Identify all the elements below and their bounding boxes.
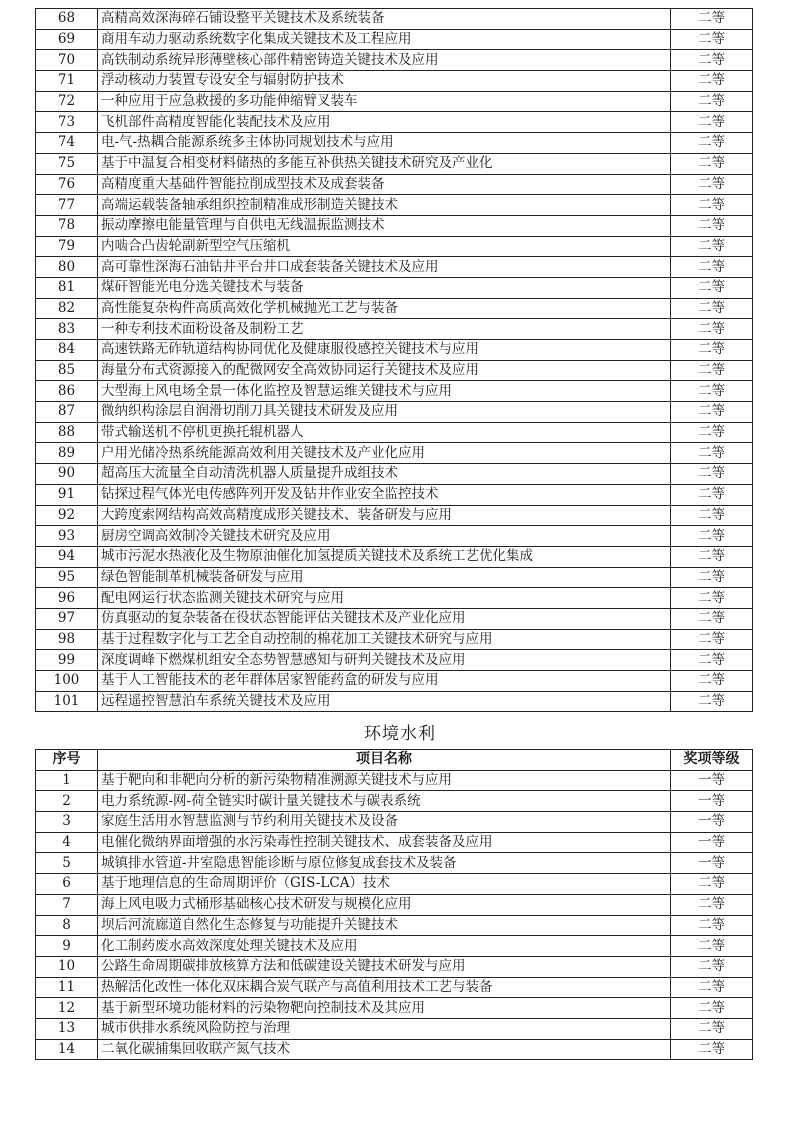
table-row <box>36 29 753 50</box>
row-project-name: 热解活化改性一体化双床耦合炭气联产与高值利用技术工艺与装备 <box>98 977 671 998</box>
row-number: 72 <box>36 91 98 112</box>
environment-water-table <box>35 749 753 1060</box>
row-award-grade: 二等 <box>671 588 753 609</box>
row-award-grade: 二等 <box>671 422 753 443</box>
row-project-name: 一种应用于应急救援的多功能伸缩臂叉装车 <box>98 91 671 112</box>
row-number: 97 <box>36 608 98 629</box>
table-row <box>36 195 753 216</box>
table-row <box>36 484 753 505</box>
table-row <box>36 381 753 402</box>
row-project-name: 超高压大流量全自动清洗机器人质量提升成组技术 <box>98 464 671 485</box>
table-row <box>36 277 753 298</box>
table-row <box>36 977 753 998</box>
row-project-name: 钻探过程气体光电传感阵列开发及钻井作业安全监控技术 <box>98 484 671 505</box>
table-row <box>36 629 753 650</box>
table-row <box>36 608 753 629</box>
table-row <box>36 133 753 154</box>
row-award-grade: 二等 <box>671 998 753 1019</box>
row-project-name: 基于人工智能技术的老年群体居家智能药盒的研发与应用 <box>98 671 671 692</box>
row-number: 91 <box>36 484 98 505</box>
row-number: 75 <box>36 153 98 174</box>
row-number: 7 <box>36 894 98 915</box>
row-award-grade: 二等 <box>671 298 753 319</box>
row-number: 94 <box>36 546 98 567</box>
row-project-name: 高铁制动系统异形薄壁核心部件精密铸造关键技术及应用 <box>98 50 671 71</box>
header-project-name: 项目名称 <box>98 750 671 771</box>
row-project-name: 基于新型环境功能材料的污染物靶向控制技术及其应用 <box>98 998 671 1019</box>
row-project-name: 远程遥控智慧泊车系统关键技术及应用 <box>98 691 671 712</box>
row-number: 92 <box>36 505 98 526</box>
row-number: 85 <box>36 360 98 381</box>
row-project-name: 城市供排水系统风险防控与治理 <box>98 1018 671 1039</box>
row-project-name: 基于靶向和非靶向分析的新污染物精准溯源关键技术与应用 <box>98 770 671 791</box>
row-number: 89 <box>36 443 98 464</box>
row-number: 2 <box>36 791 98 812</box>
row-project-name: 煤矸智能光电分选关键技术与装备 <box>98 277 671 298</box>
row-number: 4 <box>36 832 98 853</box>
row-project-name: 绿色智能制革机械装备研发与应用 <box>98 567 671 588</box>
row-number: 6 <box>36 874 98 895</box>
row-award-grade: 二等 <box>671 360 753 381</box>
row-project-name: 化工制药废水高效深度处理关键技术及应用 <box>98 936 671 957</box>
table-row <box>36 71 753 92</box>
row-award-grade: 一等 <box>671 791 753 812</box>
table-row <box>36 236 753 257</box>
table-row <box>36 832 753 853</box>
row-award-grade: 二等 <box>671 50 753 71</box>
row-project-name: 基于中温复合相变材料储热的多能互补供热关键技术研究及产业化 <box>98 153 671 174</box>
row-number: 100 <box>36 671 98 692</box>
row-number: 3 <box>36 812 98 833</box>
row-award-grade: 二等 <box>671 319 753 340</box>
row-number: 1 <box>36 770 98 791</box>
row-award-grade: 二等 <box>671 1018 753 1039</box>
row-project-name: 高性能复杂构件高质高效化学机械抛光工艺与装备 <box>98 298 671 319</box>
row-number: 84 <box>36 340 98 361</box>
row-project-name: 家庭生活用水智慧监测与节约利用关键技术及设备 <box>98 812 671 833</box>
table-row <box>36 546 753 567</box>
row-number: 5 <box>36 853 98 874</box>
row-number: 74 <box>36 133 98 154</box>
row-number: 83 <box>36 319 98 340</box>
table-row <box>36 956 753 977</box>
row-award-grade: 一等 <box>671 770 753 791</box>
row-number: 9 <box>36 936 98 957</box>
row-project-name: 深度调峰下燃煤机组安全态势智慧感知与研判关键技术及应用 <box>98 650 671 671</box>
row-award-grade: 二等 <box>671 133 753 154</box>
row-project-name: 基于地理信息的生命周期评价（GIS-LCA）技术 <box>98 874 671 895</box>
row-project-name: 商用车动力驱动系统数字化集成关键技术及工程应用 <box>98 29 671 50</box>
row-project-name: 公路生命周期碳排放核算方法和低碳建设关键技术研发与应用 <box>98 956 671 977</box>
table-row <box>36 567 753 588</box>
row-number: 98 <box>36 629 98 650</box>
row-number: 82 <box>36 298 98 319</box>
row-number: 79 <box>36 236 98 257</box>
row-number: 93 <box>36 526 98 547</box>
row-award-grade: 二等 <box>671 629 753 650</box>
row-award-grade: 二等 <box>671 381 753 402</box>
row-project-name: 高端运载装备轴承组织控制精准成形制造关键技术 <box>98 195 671 216</box>
row-project-name: 电-气-热耦合能源系统多主体协同规划技术与应用 <box>98 133 671 154</box>
row-number: 88 <box>36 422 98 443</box>
table-row <box>36 770 753 791</box>
row-number: 10 <box>36 956 98 977</box>
table-row <box>36 340 753 361</box>
row-number: 101 <box>36 691 98 712</box>
row-award-grade: 二等 <box>671 608 753 629</box>
table-row <box>36 812 753 833</box>
row-number: 69 <box>36 29 98 50</box>
row-project-name: 基于过程数字化与工艺全自动控制的棉花加工关键技术研究与应用 <box>98 629 671 650</box>
table-row <box>36 50 753 71</box>
row-award-grade: 二等 <box>671 236 753 257</box>
row-project-name: 电催化微纳界面增强的水污染毒性控制关键技术、成套装备及应用 <box>98 832 671 853</box>
projects-table-body <box>36 9 753 712</box>
row-project-name: 厨房空调高效制冷关键技术研究及应用 <box>98 526 671 547</box>
table-row <box>36 526 753 547</box>
row-number: 14 <box>36 1039 98 1060</box>
row-award-grade: 二等 <box>671 546 753 567</box>
row-number: 68 <box>36 9 98 30</box>
row-project-name: 仿真驱动的复杂装备在役状态智能评估关键技术及产业化应用 <box>98 608 671 629</box>
row-award-grade: 二等 <box>671 257 753 278</box>
row-award-grade: 二等 <box>671 874 753 895</box>
row-project-name: 户用光储冷热系统能源高效利用关键技术及产业化应用 <box>98 443 671 464</box>
header-serial-number: 序号 <box>36 750 98 771</box>
row-number: 87 <box>36 402 98 423</box>
table-row <box>36 936 753 957</box>
table-row <box>36 588 753 609</box>
table-row <box>36 402 753 423</box>
row-project-name: 高精度重大基础件智能拉削成型技术及成套装备 <box>98 174 671 195</box>
table-row <box>36 215 753 236</box>
table-row <box>36 874 753 895</box>
row-project-name: 飞机部件高精度智能化装配技术及应用 <box>98 112 671 133</box>
row-award-grade: 二等 <box>671 71 753 92</box>
environment-table-body <box>36 770 753 1060</box>
row-award-grade: 二等 <box>671 402 753 423</box>
table-row <box>36 671 753 692</box>
row-project-name: 微纳织构涂层自润滑切削刀具关键技术研发及应用 <box>98 402 671 423</box>
row-project-name: 大型海上风电场全景一体化监控及智慧运维关键技术与应用 <box>98 381 671 402</box>
row-number: 81 <box>36 277 98 298</box>
row-project-name: 电力系统源-网-荷全链实时碳计量关键技术与碳表系统 <box>98 791 671 812</box>
row-award-grade: 二等 <box>671 112 753 133</box>
row-project-name: 高精高效深海碎石铺设整平关键技术及系统装备 <box>98 9 671 30</box>
row-award-grade: 二等 <box>671 567 753 588</box>
row-project-name: 一种专利技术面粉设备及制粉工艺 <box>98 319 671 340</box>
row-number: 78 <box>36 215 98 236</box>
header-award-grade: 奖项等级 <box>671 750 753 771</box>
table-row <box>36 505 753 526</box>
row-award-grade: 二等 <box>671 977 753 998</box>
row-award-grade: 二等 <box>671 277 753 298</box>
row-project-name: 内啮合凸齿轮副新型空气压缩机 <box>98 236 671 257</box>
row-number: 77 <box>36 195 98 216</box>
row-project-name: 高可靠性深海石油钻井平台井口成套装备关键技术及应用 <box>98 257 671 278</box>
table-row <box>36 443 753 464</box>
table-row <box>36 1018 753 1039</box>
table-row <box>36 319 753 340</box>
row-award-grade: 二等 <box>671 671 753 692</box>
row-number: 80 <box>36 257 98 278</box>
table-row <box>36 998 753 1019</box>
table-row <box>36 915 753 936</box>
row-number: 13 <box>36 1018 98 1039</box>
table-row <box>36 360 753 381</box>
row-project-name: 高速铁路无砟轨道结构协同优化及健康服役感控关键技术与应用 <box>98 340 671 361</box>
table-row <box>36 1039 753 1060</box>
row-number: 73 <box>36 112 98 133</box>
row-project-name: 配电网运行状态监测关键技术研究与应用 <box>98 588 671 609</box>
table-row <box>36 422 753 443</box>
row-number: 76 <box>36 174 98 195</box>
row-award-grade: 二等 <box>671 153 753 174</box>
table-row <box>36 174 753 195</box>
row-number: 11 <box>36 977 98 998</box>
row-award-grade: 一等 <box>671 832 753 853</box>
table-row <box>36 298 753 319</box>
table-row <box>36 650 753 671</box>
row-award-grade: 二等 <box>671 1039 753 1060</box>
row-award-grade: 二等 <box>671 9 753 30</box>
row-number: 90 <box>36 464 98 485</box>
row-award-grade: 二等 <box>671 691 753 712</box>
row-project-name: 坝后河流廊道自然化生态修复与功能提升关键技术 <box>98 915 671 936</box>
row-award-grade: 二等 <box>671 91 753 112</box>
row-number: 70 <box>36 50 98 71</box>
table-row <box>36 691 753 712</box>
row-project-name: 浮动核动力装置专设安全与辐射防护技术 <box>98 71 671 92</box>
table-row <box>36 91 753 112</box>
table-row <box>36 257 753 278</box>
row-award-grade: 二等 <box>671 340 753 361</box>
row-award-grade: 二等 <box>671 505 753 526</box>
row-award-grade: 二等 <box>671 195 753 216</box>
row-award-grade: 二等 <box>671 464 753 485</box>
row-project-name: 大跨度索网结构高效高精度成形关键技术、装备研发与应用 <box>98 505 671 526</box>
row-project-name: 城市污泥水热液化及生物原油催化加氢提质关键技术及系统工艺优化集成 <box>98 546 671 567</box>
row-award-grade: 二等 <box>671 936 753 957</box>
row-number: 86 <box>36 381 98 402</box>
projects-table-continued <box>35 8 753 712</box>
row-number: 95 <box>36 567 98 588</box>
row-award-grade: 二等 <box>671 215 753 236</box>
row-project-name: 二氧化碳捕集回收联产氮气技术 <box>98 1039 671 1060</box>
table-row <box>36 464 753 485</box>
row-award-grade: 二等 <box>671 174 753 195</box>
row-award-grade: 二等 <box>671 650 753 671</box>
row-project-name: 城镇排水管道-井室隐患智能诊断与原位修复成套技术及装备 <box>98 853 671 874</box>
table-row <box>36 791 753 812</box>
table-row <box>36 112 753 133</box>
section-title: 环境水利 <box>364 724 436 744</box>
row-number: 96 <box>36 588 98 609</box>
row-project-name: 振动摩擦电能量管理与自供电无线温振监测技术 <box>98 215 671 236</box>
row-number: 8 <box>36 915 98 936</box>
table-row <box>36 9 753 30</box>
row-award-grade: 一等 <box>671 853 753 874</box>
table-row <box>36 153 753 174</box>
row-number: 12 <box>36 998 98 1019</box>
row-project-name: 带式输送机不停机更换托辊机器人 <box>98 422 671 443</box>
row-project-name: 海上风电吸力式桶形基础核心技术研发与规模化应用 <box>98 894 671 915</box>
row-award-grade: 二等 <box>671 484 753 505</box>
row-project-name: 海量分布式资源接入的配微网安全高效协同运行关键技术及应用 <box>98 360 671 381</box>
row-award-grade: 二等 <box>671 894 753 915</box>
row-number: 99 <box>36 650 98 671</box>
table-header-row <box>36 750 753 771</box>
row-award-grade: 二等 <box>671 29 753 50</box>
table-row <box>36 894 753 915</box>
row-award-grade: 一等 <box>671 812 753 833</box>
row-award-grade: 二等 <box>671 443 753 464</box>
row-number: 71 <box>36 71 98 92</box>
row-award-grade: 二等 <box>671 526 753 547</box>
table-row <box>36 853 753 874</box>
row-award-grade: 二等 <box>671 915 753 936</box>
row-award-grade: 二等 <box>671 956 753 977</box>
